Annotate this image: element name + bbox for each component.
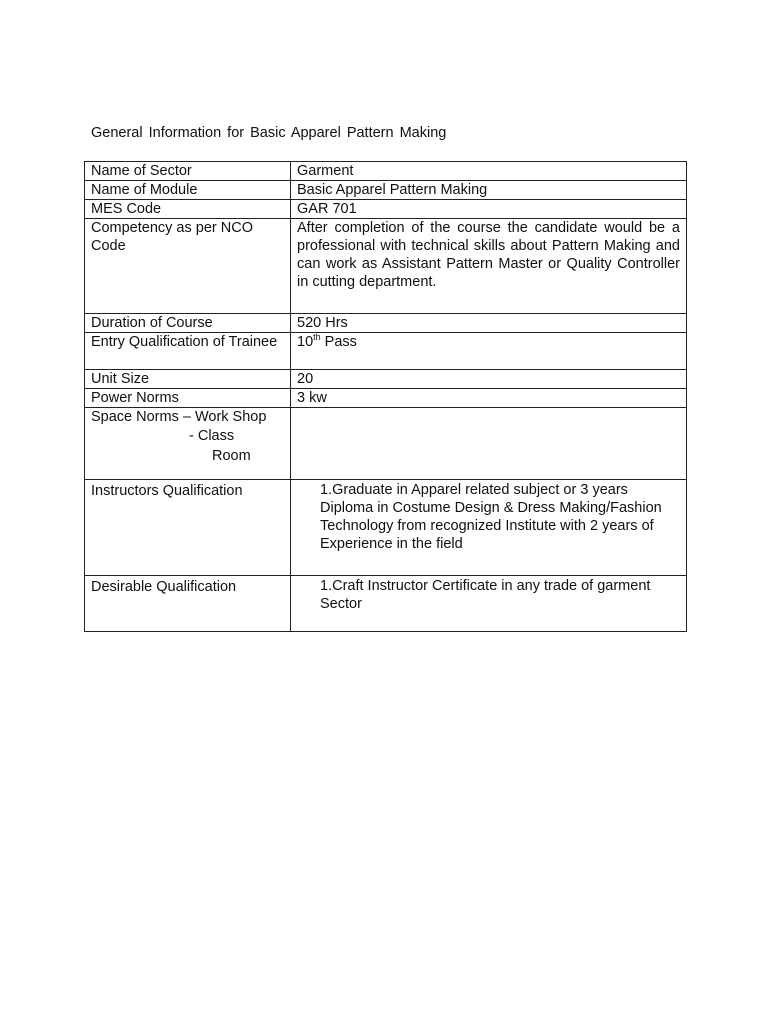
table-row-duration <box>85 314 687 333</box>
row-value: 1.Craft Instructor Certificate in any trade of garment Sector <box>291 576 687 632</box>
table-row-unit-size <box>85 370 687 389</box>
row-value: GAR 701 <box>291 200 687 219</box>
row-label: Name of Module <box>85 181 291 200</box>
row-value: After completion of the course the candidate would be a professional with technical skills about Pattern Making and can work as Assistant Pattern Master or Quality Controller in cutting department. <box>291 219 687 314</box>
table-row-module <box>85 181 687 200</box>
row-value: 3 kw <box>291 389 687 408</box>
value-rest: Pass <box>320 334 357 350</box>
row-label: Power Norms <box>85 389 291 408</box>
row-label: MES Code <box>85 200 291 219</box>
table-row-instructors-qualification <box>85 480 687 576</box>
value-superscript: th <box>313 332 321 343</box>
page-title: General Information for Basic Apparel Pattern Making <box>91 125 447 141</box>
row-value: 1.Graduate in Apparel related subject or 3 years Diploma in Costume Design & Dress Making/Fashion Technology from recognized Institute with 2 years of Experience in the field <box>291 480 687 576</box>
table-row-power-norms <box>85 389 687 408</box>
row-value: 20 <box>291 370 687 389</box>
row-label: Name of Sector <box>85 162 291 181</box>
table-row-space-norms <box>85 408 687 480</box>
row-value <box>291 333 687 370</box>
row-label: Entry Qualification of Trainee <box>85 333 291 370</box>
row-label: Duration of Course <box>85 314 291 333</box>
value-main: 10 <box>297 334 314 350</box>
row-value <box>291 408 687 480</box>
label-line-3: Room <box>212 448 251 464</box>
label-line-1: Space Norms – Work Shop <box>91 409 267 425</box>
table-row-entry-qualification <box>85 333 687 370</box>
row-label <box>85 408 291 480</box>
table-row-competency <box>85 219 687 314</box>
table-row-mes-code <box>85 200 687 219</box>
row-value: Garment <box>291 162 687 181</box>
table-row-desirable-qualification <box>85 576 687 632</box>
row-label: Competency as per NCO Code <box>85 219 291 314</box>
info-table <box>84 161 687 632</box>
table-row-sector <box>85 162 687 181</box>
row-label: Instructors Qualification <box>85 480 291 576</box>
row-label: Desirable Qualification <box>85 576 291 632</box>
label-line-2: - Class <box>189 428 235 444</box>
row-label: Unit Size <box>85 370 291 389</box>
row-value: 520 Hrs <box>291 314 687 333</box>
row-value: Basic Apparel Pattern Making <box>291 181 687 200</box>
